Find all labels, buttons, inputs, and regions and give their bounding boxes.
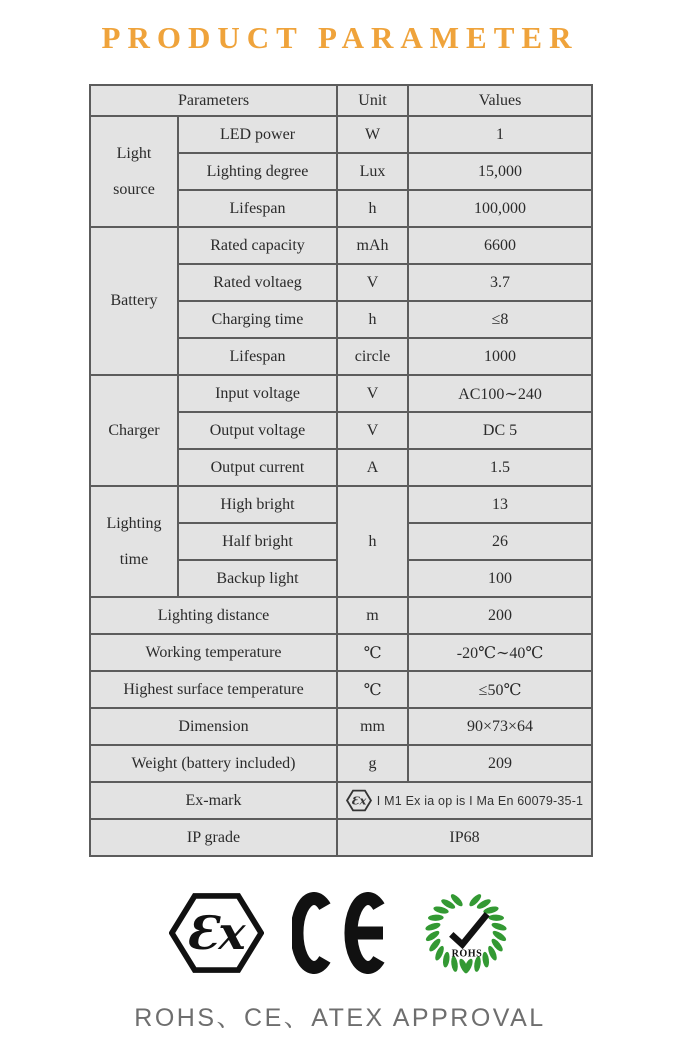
value-cell: 1000 xyxy=(408,338,592,375)
group-cell-lighting-time: Lighting time xyxy=(90,486,178,597)
unit-cell: ℃ xyxy=(337,634,408,671)
checkmark-icon xyxy=(451,914,487,944)
param-label: Working temperature xyxy=(90,634,337,671)
table-row xyxy=(90,375,592,412)
group-cell-battery: Battery xyxy=(90,227,178,375)
ex-mark-value-cell xyxy=(337,782,592,819)
param-label: LED power xyxy=(178,116,337,153)
unit-cell-shared: h xyxy=(337,486,408,597)
value-cell: IP68 xyxy=(337,819,592,856)
atex-ex-hexagon-icon xyxy=(169,890,264,976)
value-cell: 1 xyxy=(408,116,592,153)
param-label: High bright xyxy=(178,486,337,523)
param-label: Lighting distance xyxy=(90,597,337,634)
unit-cell: V xyxy=(337,264,408,301)
ce-mark-icon xyxy=(292,892,392,974)
param-label: Input voltage xyxy=(178,375,337,412)
param-label: Lifespan xyxy=(178,190,337,227)
value-cell: 90×73×64 xyxy=(408,708,592,745)
value-cell: -20℃∼40℃ xyxy=(408,634,592,671)
param-label: Lighting degree xyxy=(178,153,337,190)
value-cell: 1.5 xyxy=(408,449,592,486)
table-row xyxy=(90,782,592,819)
certification-badges xyxy=(0,885,680,980)
laurel-leaves xyxy=(423,890,508,974)
param-label: Rated voltaeg xyxy=(178,264,337,301)
table-row xyxy=(90,227,592,264)
value-cell: 15,000 xyxy=(408,153,592,190)
unit-cell: V xyxy=(337,412,408,449)
unit-cell: mm xyxy=(337,708,408,745)
param-label: Charging time xyxy=(178,301,337,338)
param-label: Highest surface temperature xyxy=(90,671,337,708)
unit-cell: V xyxy=(337,375,408,412)
svg-text:Ɛx: Ɛx xyxy=(350,793,367,808)
unit-cell: A xyxy=(337,449,408,486)
rohs-label: ROHS xyxy=(451,948,482,960)
value-cell: 100,000 xyxy=(408,190,592,227)
group-cell-charger: Charger xyxy=(90,375,178,486)
unit-cell: ℃ xyxy=(337,671,408,708)
table-row xyxy=(90,116,592,153)
value-cell: 3.7 xyxy=(408,264,592,301)
unit-cell: circle xyxy=(337,338,408,375)
page-title: PRODUCT PARAMETER xyxy=(101,20,579,55)
param-label: IP grade xyxy=(90,819,337,856)
unit-cell: h xyxy=(337,301,408,338)
value-cell: 209 xyxy=(408,745,592,782)
svg-text:Ɛx: Ɛx xyxy=(185,905,246,960)
value-cell: ≤50℃ xyxy=(408,671,592,708)
unit-cell: mAh xyxy=(337,227,408,264)
param-label: Output voltage xyxy=(178,412,337,449)
unit-cell: g xyxy=(337,745,408,782)
header-unit: Unit xyxy=(337,85,408,116)
param-label: Output current xyxy=(178,449,337,486)
param-label: Half bright xyxy=(178,523,337,560)
param-label: Backup light xyxy=(178,560,337,597)
table-row xyxy=(90,708,592,745)
table-row xyxy=(90,819,592,856)
value-cell: AC100∼240 xyxy=(408,375,592,412)
value-cell: DC 5 xyxy=(408,412,592,449)
param-label: Weight (battery included) xyxy=(90,745,337,782)
unit-cell: W xyxy=(337,116,408,153)
ex-hexagon-icon xyxy=(346,789,372,812)
table-header-row xyxy=(90,85,592,116)
unit-cell: Lux xyxy=(337,153,408,190)
header-parameters: Parameters xyxy=(90,85,337,116)
product-parameter-table xyxy=(89,84,593,857)
unit-cell: h xyxy=(337,190,408,227)
value-cell: ≤8 xyxy=(408,301,592,338)
value-cell: 100 xyxy=(408,560,592,597)
rohs-wreath-icon xyxy=(420,885,512,980)
value-cell: 200 xyxy=(408,597,592,634)
table-row xyxy=(90,745,592,782)
param-label: Ex-mark xyxy=(90,782,337,819)
header-values: Values xyxy=(408,85,592,116)
table-row xyxy=(90,634,592,671)
table-row xyxy=(90,597,592,634)
table-row xyxy=(90,671,592,708)
group-cell-light-source: Light source xyxy=(90,116,178,227)
param-label: Rated capacity xyxy=(178,227,337,264)
value-cell: 26 xyxy=(408,523,592,560)
ex-mark-code: I M1 Ex ia op is I Ma En 60079-35-1 xyxy=(376,793,584,808)
value-cell: 13 xyxy=(408,486,592,523)
value-cell: 6600 xyxy=(408,227,592,264)
table-row xyxy=(90,486,592,523)
approval-footer-text: ROHS、CE、ATEX APPROVAL xyxy=(134,1004,546,1032)
unit-cell: m xyxy=(337,597,408,634)
param-label: Dimension xyxy=(90,708,337,745)
param-label: Lifespan xyxy=(178,338,337,375)
